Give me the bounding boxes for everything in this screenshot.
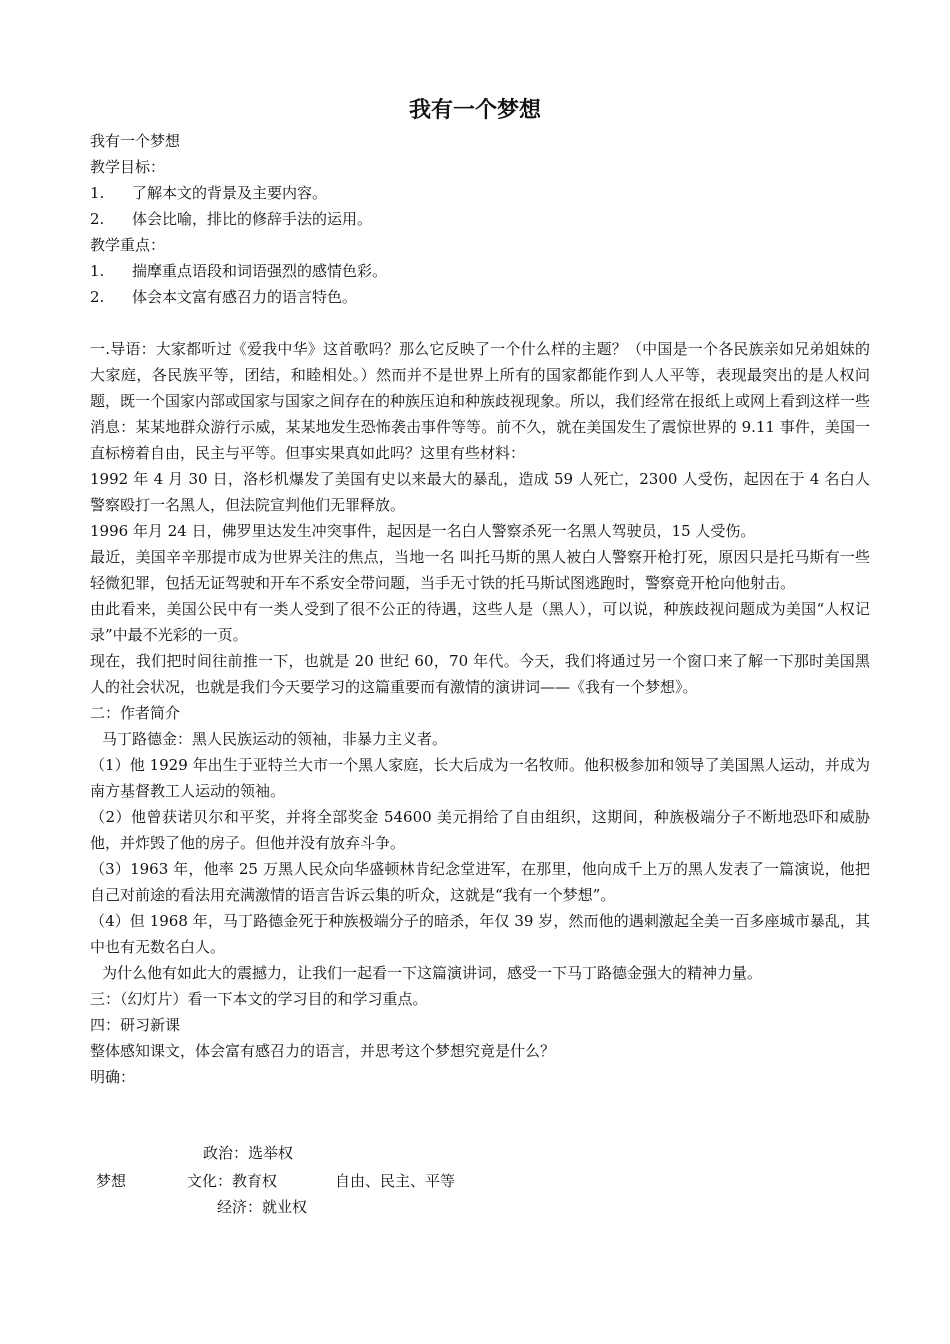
intro-paragraph: 一.导语：大家都听过《爱我中华》这首歌吗？那么它反映了一个什么样的主题？（中国是一个各民族亲如兄弟姐妹的大家庭，各民族平等，团结，和睦相处。）然而并不是世界上所有的国家都能作到人人平等，表现最突出的是人权问题，既一个国家内部或国家与国家之间存在的种族压迫和种族歧视现象。所以，我们经常在报纸上或网上看到这样一些消息：某某地群众游行示威，某某地发生恐怖袭击事件等等。前不久，就在美国发生了震惊世界的 9.11 事件，美国一直标榜着自由，民主与平等。但事实果真如此吗？这里有些材料： xyxy=(90,340,871,462)
goal-text: 了解本文的背景及主要内容。 xyxy=(132,184,328,202)
section-three: 三：（幻灯片）看一下本文的学习目的和学习重点。 xyxy=(90,990,428,1008)
keypoint-number: 2. xyxy=(90,288,105,306)
goal-number: 1. xyxy=(90,184,105,202)
goals-heading: 教学目标： xyxy=(90,158,166,176)
subtitle: 我有一个梦想 xyxy=(90,132,181,150)
conclusion-paragraph: 由此看来，美国公民中有一类人受到了很不公正的待遇，这些人是（黑人），可以说，种族歧视问题成为美国“人权记录”中最不光彩的一页。 xyxy=(90,600,870,644)
diagram-economy: 经济：就业权 xyxy=(217,1198,308,1216)
material-paragraph: 1996 年月 24 日，佛罗里达发生冲突事件，起因是一名白人警察杀死一名黑人驾驶员，15 人受伤。 xyxy=(90,522,756,540)
blank-line xyxy=(90,310,870,336)
goal-item xyxy=(90,180,870,206)
goal-number: 2. xyxy=(90,210,105,228)
author-heading: 二：作者简介 xyxy=(90,704,181,722)
section-four-clarify: 明确： xyxy=(90,1068,136,1086)
author-item: （2）他曾获诺贝尔和平奖，并将全部奖金 54600 美元捐给了自由组织，这期间，种族极端分子不断地恐吓和威胁他，并炸毁了他的房子。但他并没有放弃斗争。 xyxy=(90,808,870,852)
author-intro: 马丁路德金：黑人民族运动的领袖，非暴力主义者。 xyxy=(102,730,448,748)
section-four-heading: 四：研习新课 xyxy=(90,1016,181,1034)
material-paragraph: 1992 年 4 月 30 日，洛杉机爆发了美国有史以来最大的暴乱，造成 59 人死亡，2300 人受伤，起因在于 4 名白人警察殴打一名黑人，但法院宣判他们无罪释放。 xyxy=(90,470,870,514)
keypoint-item xyxy=(90,258,870,284)
keypoint-item xyxy=(90,284,870,310)
author-item: （3）1963 年，他率 25 万黑人民众向华盛顿林肯纪念堂进军，在那里，他向成千上万的黑人发表了一篇演说，他把自己对前途的看法用充满激情的语言告诉云集的听众，这就是“我有一个梦想”。 xyxy=(90,860,870,904)
keypoints-heading: 教学重点： xyxy=(90,236,166,254)
diagram-summary: 自由、民主、平等 xyxy=(335,1172,456,1190)
keypoint-text: 体会本文富有感召力的语言特色。 xyxy=(132,288,358,306)
dream-diagram xyxy=(90,1140,870,1220)
diagram-root: 梦想 xyxy=(96,1172,127,1190)
document-body xyxy=(90,128,870,1090)
section-four-task: 整体感知课文，体会富有感召力的语言，并思考这个梦想究竟是什么？ xyxy=(90,1042,556,1060)
goal-item xyxy=(90,206,870,232)
author-closing: 为什么他有如此大的震撼力，让我们一起看一下这篇演讲词，感受一下马丁路德金强大的精神力量。 xyxy=(102,964,763,982)
keypoint-text: 揣摩重点语段和词语强烈的感情色彩。 xyxy=(132,262,388,280)
transition-paragraph: 现在，我们把时间往前推一下，也就是 20 世纪 60，70 年代。今天，我们将通过另一个窗口来了解一下那时美国黑人的社会状况，也就是我们今天要学习的这篇重要而有激情的演讲词——《我有一个梦想》。 xyxy=(90,652,870,696)
document-title: 我有一个梦想 xyxy=(408,98,541,123)
goal-text: 体会比喻，排比的修辞手法的运用。 xyxy=(132,210,373,228)
diagram-politics: 政治：选举权 xyxy=(203,1144,294,1162)
keypoint-number: 1. xyxy=(90,262,105,280)
diagram-culture: 文化：教育权 xyxy=(187,1172,278,1190)
material-paragraph: 最近，美国辛辛那提市成为世界关注的焦点，当地一名 叫托马斯的黑人被白人警察开枪打死，原因只是托马斯有一些轻微犯罪，包括无证驾驶和开车不系安全带问题，当手无寸铁的托马斯试图逃跑时，警察竟开枪向他射击。 xyxy=(90,548,870,592)
author-item: （1）他 1929 年出生于亚特兰大市一个黑人家庭，长大后成为一名牧师。他积极参加和领导了美国黑人运动，并成为南方基督教工人运动的领袖。 xyxy=(90,756,870,800)
author-item: （4）但 1968 年，马丁路德金死于种族极端分子的暗杀，年仅 39 岁，然而他的遇刺激起全美一百多座城市暴乱，其中也有无数名白人。 xyxy=(90,912,870,956)
